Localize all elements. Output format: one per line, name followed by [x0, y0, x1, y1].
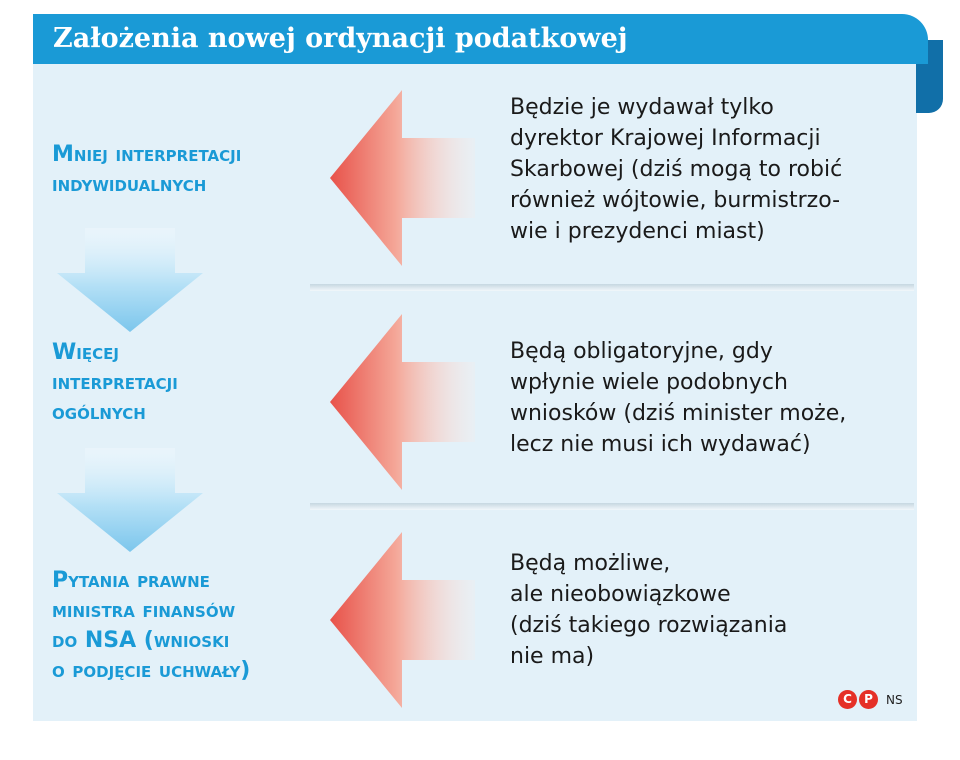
- description-row-1: [510, 92, 842, 247]
- copyright-icon: C: [838, 690, 857, 709]
- left-arrow-3: [330, 530, 475, 710]
- desc-line: dyrektor Krajowej Informacji: [510, 126, 821, 151]
- label-row-1: [52, 140, 241, 200]
- desc-line: lecz nie musi ich wydawać): [510, 432, 811, 457]
- label-row-2: [52, 338, 178, 428]
- desc-line: wniosków (dziś minister może,: [510, 401, 847, 426]
- label-line: Pytania prawne: [52, 568, 210, 593]
- desc-line: Będzie je wydawał tylko: [510, 95, 774, 120]
- desc-line: nie ma): [510, 644, 595, 669]
- label-line: o podjęcie uchwały): [52, 658, 251, 683]
- desc-line: ale nieobowiązkowe: [510, 582, 731, 607]
- label-row-3: [52, 566, 250, 686]
- desc-line: Będą możliwe,: [510, 551, 671, 576]
- desc-line: również wójtowie, burmistrzo-: [510, 188, 841, 213]
- label-line: Mniej interpretacji: [52, 142, 242, 167]
- page-title: Założenia nowej ordynacji podatkowej: [53, 23, 628, 54]
- desc-line: wie i prezydenci miast): [510, 219, 765, 244]
- label-line: indywidualnych: [52, 172, 207, 197]
- desc-line: Będą obligatoryjne, gdy: [510, 339, 773, 364]
- desc-line: (dziś takiego rozwiązania: [510, 613, 788, 638]
- down-arrow-2: [55, 448, 205, 554]
- left-arrow-1: [330, 88, 475, 268]
- left-arrow-2: [330, 312, 475, 492]
- row-separator-1: [310, 284, 914, 291]
- label-line: ministra finansów: [52, 598, 236, 623]
- phonogram-icon: P: [859, 690, 878, 709]
- down-arrow-1: [55, 228, 205, 334]
- description-row-2: [510, 336, 846, 460]
- description-row-3: [510, 548, 787, 672]
- row-separator-2: [310, 503, 914, 510]
- label-line: interpretacji: [52, 370, 178, 395]
- desc-line: Skarbowej (dziś mogą to robić: [510, 157, 843, 182]
- desc-line: wpłynie wiele podobnych: [510, 370, 788, 395]
- label-line: ogólnych: [52, 400, 146, 425]
- title-bar: [33, 14, 928, 64]
- author-initials: NS: [886, 693, 903, 707]
- label-line: Więcej: [52, 340, 119, 365]
- label-line: do NSA (wnioski: [52, 628, 230, 653]
